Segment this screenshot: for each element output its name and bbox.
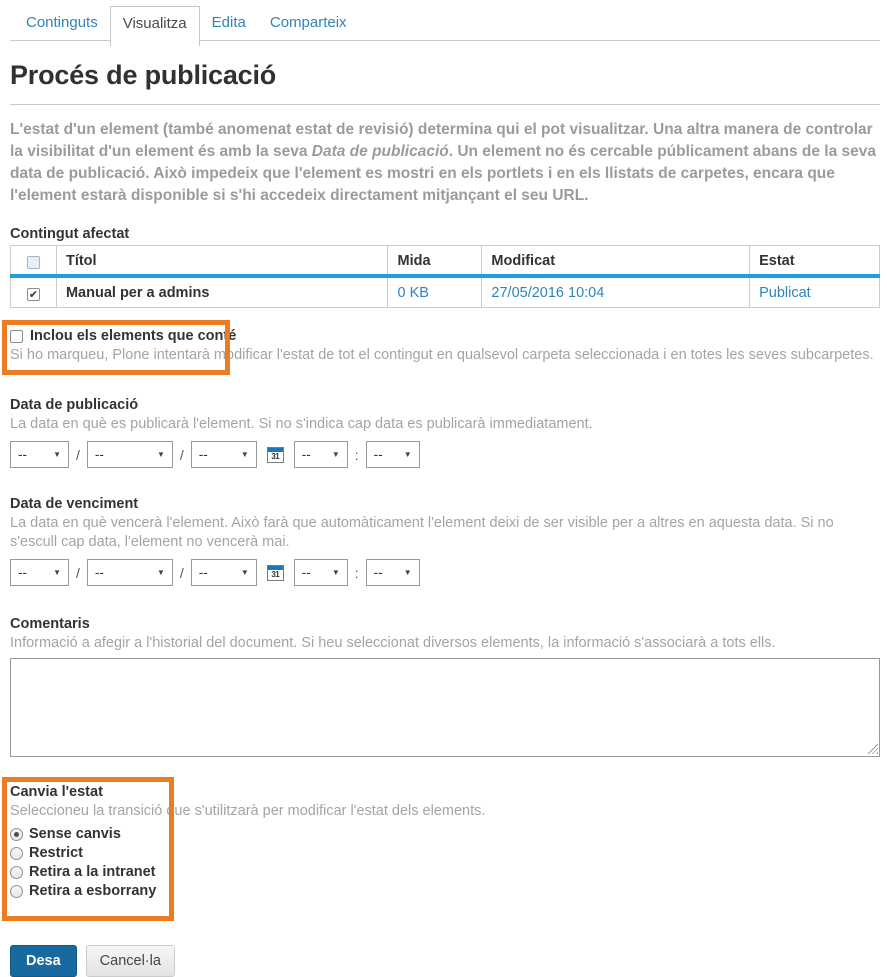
effective-date-field	[10, 397, 880, 469]
description-text: L'estat d'un element (també anomenat estat de revisió) determina qui el pot visualitzar. Una altra manera de controlar la visibilitat d'un element és amb la seva	[10, 121, 873, 160]
description-text: . Un element no és cercable públicament abans de la seva data de publicació. Això impedeix que l'element es mostri en els portlets i en els llistats de carpetes, encara que l'element estarà disponible si s'hi accedeix directament mitjançant el seu URL.	[10, 143, 876, 204]
row-title: Manual per a admins	[56, 276, 388, 308]
time-separator: :	[354, 564, 359, 581]
calendar-icon[interactable]	[267, 447, 284, 463]
radio-retira-intranet[interactable]	[10, 866, 23, 879]
effective-day-select[interactable]	[10, 441, 69, 468]
expiration-date-label: Data de venciment	[10, 495, 139, 512]
affected-content-label: Contingut afectat	[10, 226, 130, 242]
radio-retira-esborrany[interactable]	[10, 885, 23, 898]
row-modified-link[interactable]: 27/05/2016 10:04	[491, 284, 605, 301]
time-separator: :	[354, 446, 359, 463]
include-children-help: Si ho marqueu, Plone intentarà modificar l'estat de tot el contingut en qualsevol carpeta seleccionada i en totes les seves subcarpetes.	[10, 347, 874, 363]
include-children-field	[10, 320, 880, 378]
comments-textarea[interactable]	[10, 658, 880, 757]
chevron-down-icon: ▼	[403, 450, 412, 460]
change-state-field	[10, 784, 880, 899]
title-divider	[10, 104, 880, 105]
radio-label-retira-esborrany[interactable]: Retira a esborrany	[29, 883, 157, 900]
radio-option	[10, 827, 880, 842]
select-all-checkbox[interactable]	[27, 256, 40, 269]
select-value: --	[94, 565, 104, 581]
chevron-down-icon: ▼	[331, 568, 340, 578]
page-title: Procés de publicació	[10, 60, 277, 90]
tab-continguts[interactable]: Continguts	[26, 14, 98, 31]
select-value: --	[94, 447, 104, 463]
expiration-date-help: La data en què vencerà l'element. Això farà que automàticament l'element deixi de ser visible per a altres en aquesta data. Si no s'escull cap data, l'element no vencerà mai.	[10, 514, 834, 551]
include-children-checkbox[interactable]	[10, 330, 23, 343]
select-value: --	[301, 565, 311, 581]
radio-label-retira-intranet[interactable]: Retira a la intranet	[29, 864, 156, 881]
row-size-link[interactable]: 0 KB	[397, 284, 429, 301]
comments-label: Comentaris	[10, 615, 90, 632]
cancel-button[interactable]: Cancel·la	[86, 945, 175, 977]
expiration-minute-select[interactable]	[366, 559, 420, 586]
tab-edita[interactable]: Edita	[211, 14, 246, 31]
chevron-down-icon: ▼	[53, 450, 61, 460]
radio-option	[10, 846, 880, 861]
expiration-date-field	[10, 496, 880, 587]
tab-comparteix[interactable]: Comparteix	[269, 14, 347, 31]
date-separator: /	[76, 446, 80, 463]
column-header-modified: Modificat	[482, 246, 750, 277]
select-value: --	[301, 447, 311, 463]
chevron-down-icon: ▼	[240, 568, 249, 578]
radio-option	[10, 884, 880, 899]
calendar-icon-date: 31	[271, 569, 280, 579]
date-separator: /	[179, 446, 184, 463]
select-value: --	[198, 447, 208, 463]
include-children-label: Inclou els elements que conté	[30, 328, 237, 344]
date-separator: /	[179, 564, 184, 581]
effective-date-label: Data de publicació	[10, 397, 139, 413]
select-value: --	[373, 565, 383, 581]
chevron-down-icon: ▼	[331, 450, 340, 460]
radio-label-restrict[interactable]: Restrict	[29, 845, 83, 862]
tab-visualitza[interactable]: Visualitza	[110, 6, 200, 46]
row-checkbox[interactable]: ✔	[28, 289, 39, 301]
description-italic-text: Data de publicació	[311, 143, 449, 160]
chevron-down-icon: ▼	[240, 450, 249, 460]
table-header-row	[11, 246, 880, 277]
chevron-down-icon: ▼	[53, 568, 61, 578]
expiration-month-select[interactable]	[87, 559, 173, 586]
select-value: --	[18, 565, 27, 581]
radio-sense-canvis[interactable]	[10, 828, 23, 841]
comments-help: Informació a afegir a l'historial del document. Si heu seleccionat diversos elements, la informació s'associarà a tots ells.	[10, 634, 776, 651]
table-row	[11, 276, 880, 308]
radio-option	[10, 865, 880, 880]
row-state-link[interactable]: Publicat	[759, 284, 811, 301]
expiration-hour-select[interactable]	[294, 559, 348, 586]
chevron-down-icon: ▼	[403, 568, 412, 578]
content-tabs	[10, 0, 880, 41]
date-separator: /	[76, 564, 80, 581]
select-value: --	[198, 565, 208, 581]
page-description	[10, 119, 876, 207]
column-header-size: Mida	[388, 246, 482, 277]
chevron-down-icon: ▼	[156, 450, 165, 460]
save-button[interactable]: Desa	[10, 945, 77, 977]
expiration-day-select[interactable]	[10, 559, 69, 586]
change-state-label: Canvia l'estat	[10, 784, 103, 801]
effective-month-select[interactable]	[87, 441, 173, 468]
radio-restrict[interactable]	[10, 847, 23, 860]
effective-year-select[interactable]	[191, 441, 257, 468]
column-header-state: Estat	[750, 246, 880, 277]
effective-hour-select[interactable]	[294, 441, 348, 468]
calendar-icon-date: 31	[271, 451, 280, 461]
chevron-down-icon: ▼	[156, 568, 165, 578]
affected-content-table	[10, 245, 880, 308]
change-state-help: Seleccioneu la transició que s'utilitzarà per modificar l'estat dels elements.	[10, 803, 486, 820]
comments-field	[10, 616, 880, 758]
select-value: --	[373, 447, 383, 463]
expiration-year-select[interactable]	[191, 559, 257, 586]
radio-label-sense-canvis[interactable]: Sense canvis	[29, 826, 121, 843]
effective-date-help: La data en què es publicarà l'element. Si no s'indica cap data es publicarà immediatament.	[10, 416, 593, 432]
select-value: --	[18, 447, 27, 463]
column-header-title: Títol	[56, 246, 388, 277]
calendar-icon[interactable]	[267, 565, 284, 581]
effective-minute-select[interactable]	[366, 441, 420, 468]
form-controls	[10, 945, 880, 977]
